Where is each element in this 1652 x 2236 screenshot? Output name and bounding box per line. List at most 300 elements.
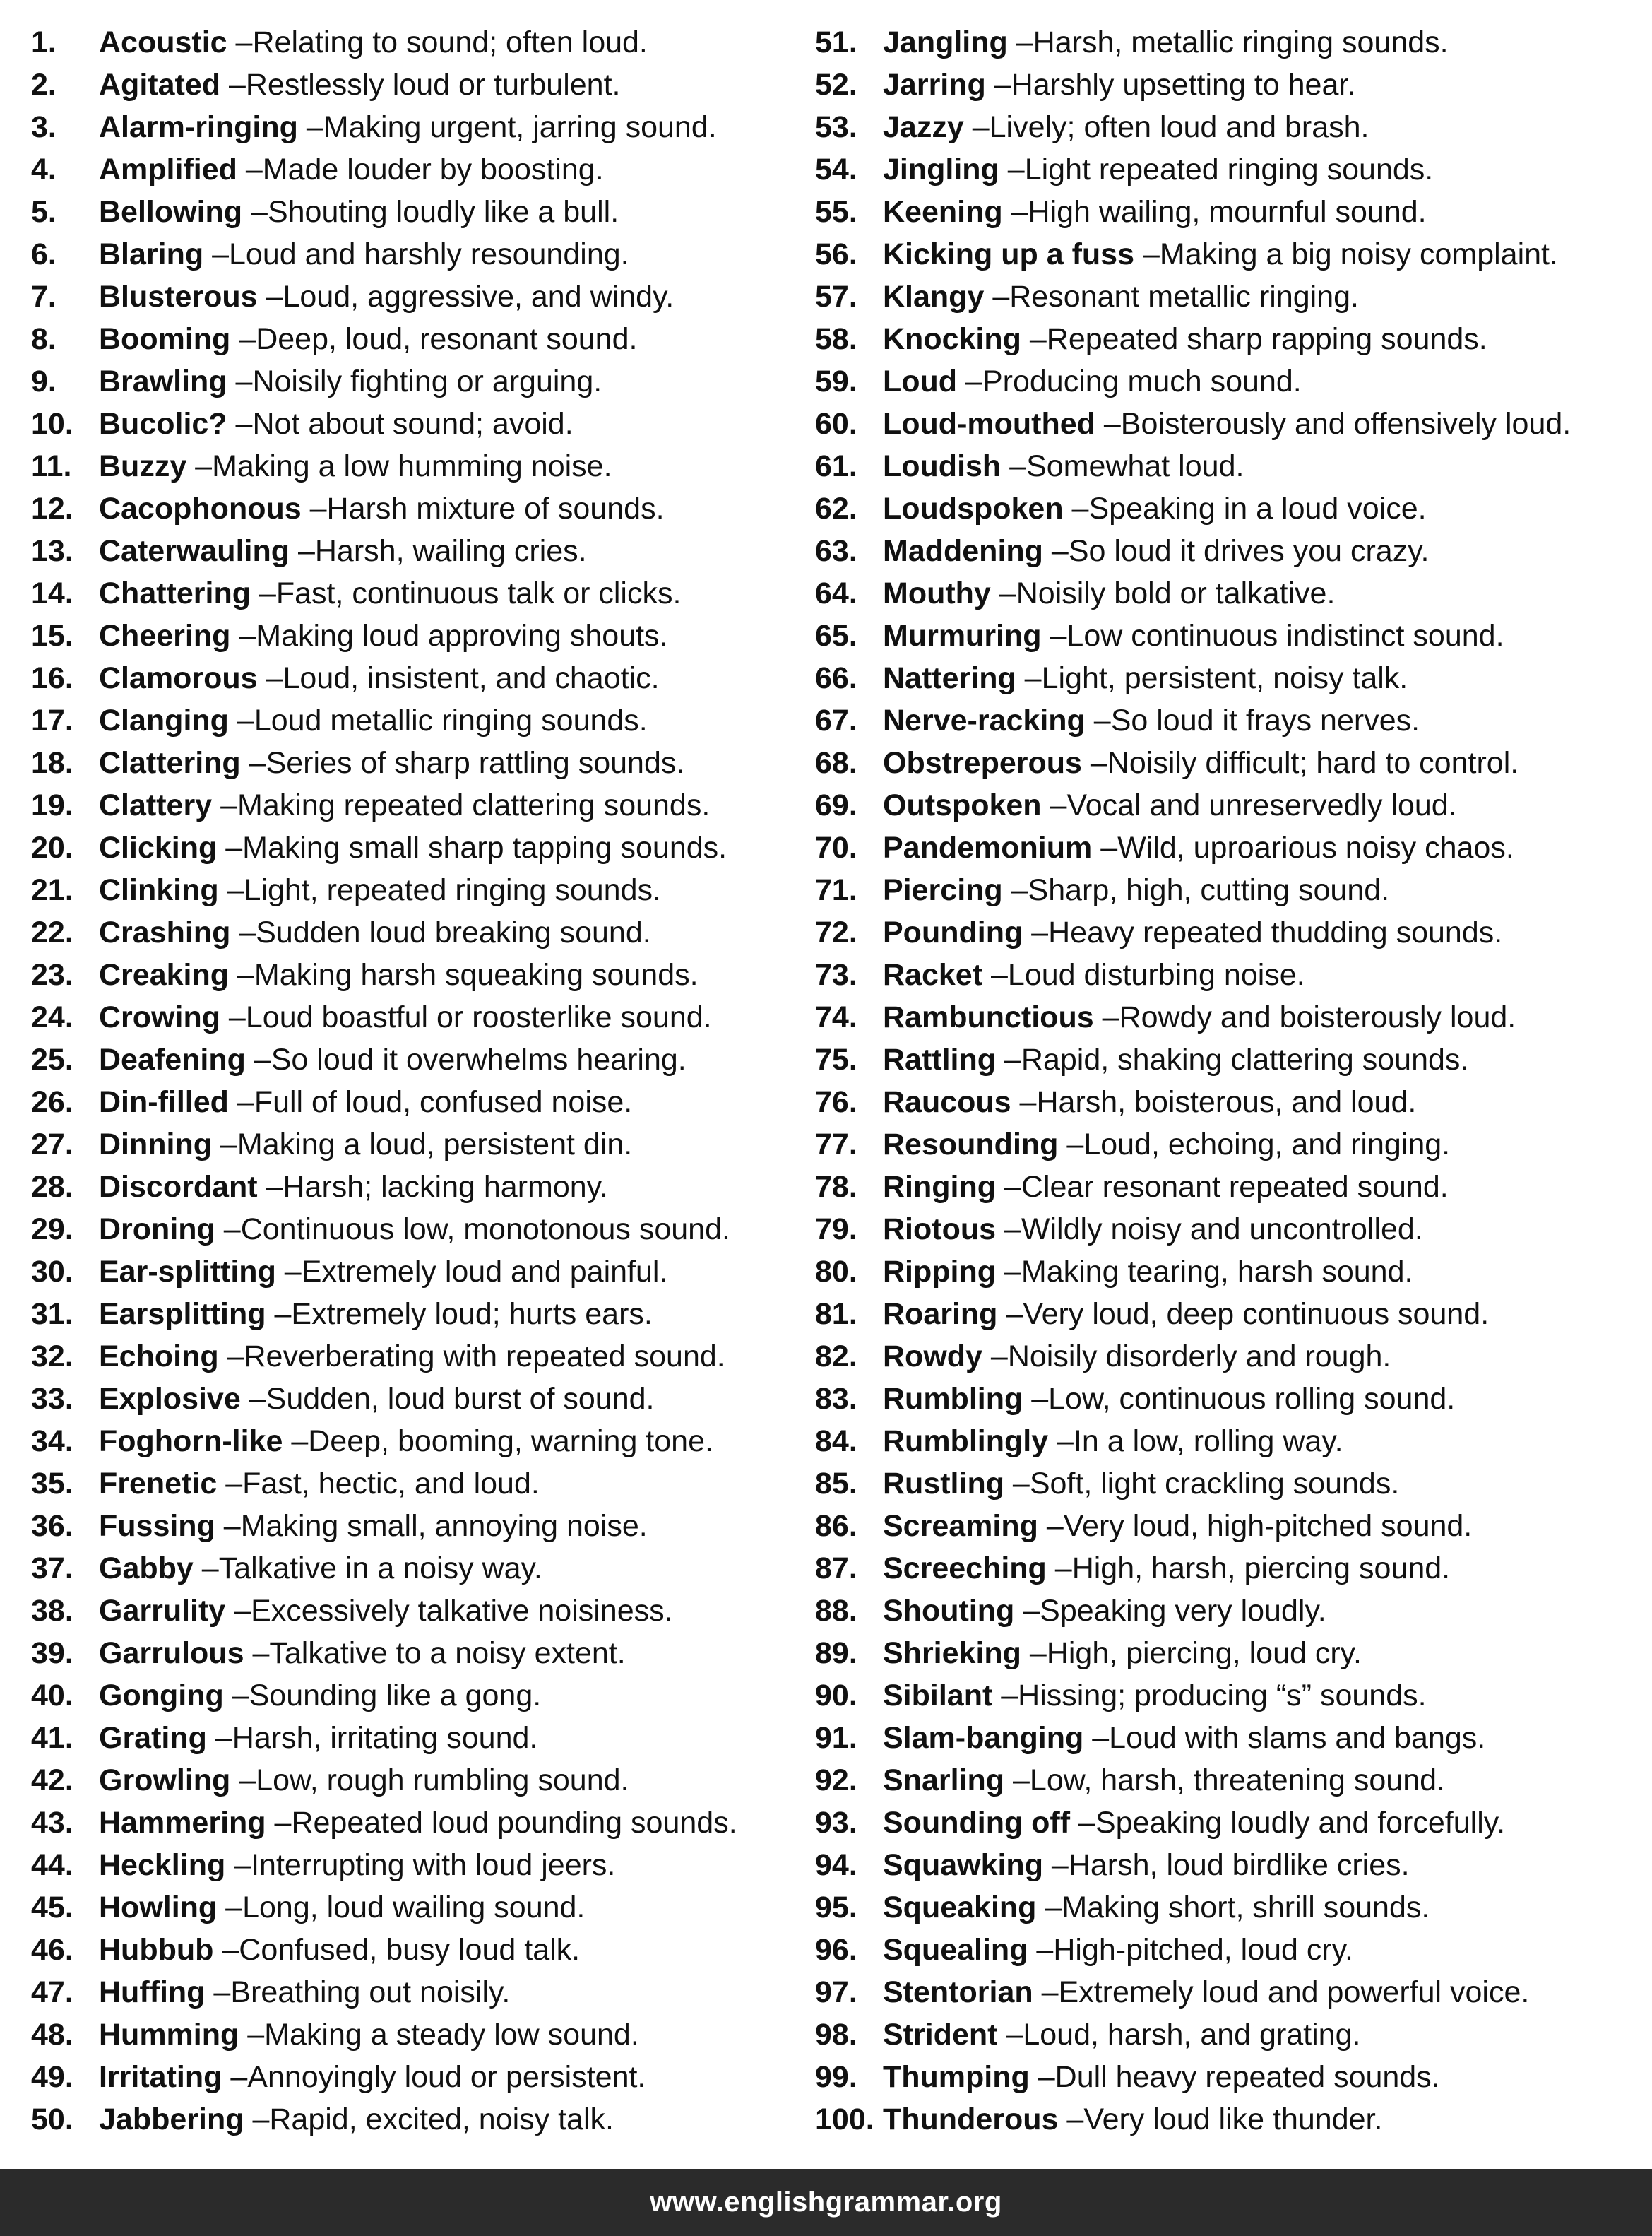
item-number: 1. (31, 25, 57, 59)
item-number: 90. (815, 1679, 857, 1713)
list-item (31, 1420, 794, 1462)
item-number: 70. (815, 831, 857, 865)
item-definition: – So loud it frays nerves. (1086, 704, 1420, 738)
list-item (815, 64, 1641, 106)
list-item (815, 360, 1641, 403)
list-item (31, 699, 794, 742)
item-text (99, 1717, 537, 1759)
item-number: 75. (815, 1043, 857, 1077)
list-item (31, 1929, 794, 1971)
item-text (883, 191, 1427, 233)
item-text (883, 657, 1408, 699)
item-text (883, 148, 1433, 191)
item-definition: – Making small, annoying noise. (215, 1509, 648, 1543)
item-number: 13. (31, 534, 73, 568)
item-definition: – Loud, harsh, and grating. (997, 2018, 1360, 2052)
item-number: 53. (815, 110, 857, 144)
list-item (815, 1250, 1641, 1293)
item-number: 82. (815, 1339, 857, 1373)
item-text (883, 1039, 1468, 1081)
item-word: Cheering (99, 619, 231, 653)
item-text (883, 64, 1355, 106)
item-definition: – Rapid, excited, noisy talk. (244, 2102, 614, 2136)
item-text (99, 954, 699, 996)
item-word: Screeching (883, 1551, 1047, 1585)
list-item (815, 148, 1641, 191)
item-text (99, 1759, 629, 1802)
item-word: Piercing (883, 873, 1003, 907)
item-definition: – Making short, shrill sounds. (1036, 1891, 1430, 1924)
word-list-column-right (815, 21, 1641, 2141)
item-number: 50. (31, 2102, 73, 2136)
list-item (815, 21, 1641, 64)
item-number: 52. (815, 68, 857, 102)
list-item (31, 233, 794, 276)
item-number: 66. (815, 661, 857, 695)
item-word: Loudspoken (883, 492, 1064, 526)
item-text (883, 1378, 1455, 1420)
list-item (31, 742, 794, 784)
item-text (99, 1335, 725, 1378)
item-word: Hubbub (99, 1933, 214, 1967)
item-definition: – Making repeated clattering sounds. (212, 788, 710, 822)
list-item (31, 1632, 794, 1674)
list-item (31, 1802, 794, 1844)
list-item (815, 1081, 1641, 1123)
item-number: 17. (31, 704, 73, 738)
item-word: Blaring (99, 237, 204, 271)
item-number: 78. (815, 1170, 857, 1204)
list-item (815, 1166, 1641, 1208)
list-item (815, 2013, 1641, 2056)
item-definition: – Making a steady low sound. (239, 2018, 639, 2052)
list-item (31, 1335, 794, 1378)
item-text (99, 615, 668, 657)
item-word: Dinning (99, 1128, 213, 1161)
item-text (883, 1929, 1353, 1971)
item-word: Raucous (883, 1085, 1011, 1119)
item-word: Roaring (883, 1297, 998, 1331)
item-number: 54. (815, 153, 857, 187)
item-definition: – Light, repeated ringing sounds. (219, 873, 661, 907)
item-word: Jarring (883, 68, 986, 102)
item-word: Jabbering (99, 2102, 244, 2136)
item-definition: – Harsh; lacking harmony. (258, 1170, 608, 1204)
word-list-column-left (31, 21, 794, 2141)
item-definition: – High, piercing, loud cry. (1021, 1636, 1362, 1670)
list-item (31, 657, 794, 699)
item-definition: – Made louder by boosting. (237, 153, 604, 187)
item-text (99, 21, 648, 64)
item-definition: – Interrupting with loud jeers. (225, 1848, 615, 1882)
item-definition: – Harsh mixture of sounds. (302, 492, 665, 526)
item-text (99, 318, 637, 360)
item-word: Knocking (883, 322, 1021, 356)
item-definition: – Harsh, metallic ringing sounds. (1008, 25, 1449, 59)
item-word: Droning (99, 1212, 215, 1246)
item-text (99, 1208, 730, 1250)
item-word: Rustling (883, 1467, 1004, 1501)
item-word: Amplified (99, 153, 237, 187)
list-item (815, 2056, 1641, 2098)
item-definition: – Hissing; producing “s” sounds. (992, 1679, 1426, 1713)
item-number: 58. (815, 322, 857, 356)
item-word: Clattery (99, 788, 213, 822)
item-word: Pounding (883, 916, 1023, 950)
list-item (815, 106, 1641, 148)
item-word: Pandemonium (883, 831, 1093, 865)
item-number: 96. (815, 1933, 857, 1967)
item-number: 9. (31, 365, 57, 398)
item-number: 74. (815, 1000, 857, 1034)
item-text (99, 572, 681, 615)
item-text (883, 233, 1558, 276)
item-definition: – Sounding like a gong. (224, 1679, 541, 1713)
item-definition: – Restlessly loud or turbulent. (220, 68, 620, 102)
item-word: Cacophonous (99, 492, 302, 526)
list-item (815, 1293, 1641, 1335)
list-item (31, 827, 794, 869)
list-item (815, 1844, 1641, 1886)
item-definition: – Shouting loudly like a bull. (242, 195, 619, 229)
list-item (815, 1632, 1641, 1674)
list-item (31, 2013, 794, 2056)
item-word: Sounding off (883, 1806, 1071, 1840)
item-word: Howling (99, 1891, 218, 1924)
item-definition: – Making a low humming noise. (186, 449, 612, 483)
item-text (99, 64, 620, 106)
item-word: Fussing (99, 1509, 215, 1543)
list-item (815, 1039, 1641, 1081)
list-item (815, 996, 1641, 1039)
item-text (883, 1208, 1423, 1250)
item-number: 99. (815, 2060, 857, 2094)
item-word: Murmuring (883, 619, 1042, 653)
item-number: 64. (815, 576, 857, 610)
item-definition: – Noisily difficult; hard to control. (1082, 746, 1519, 780)
item-definition: – Long, loud wailing sound. (217, 1891, 585, 1924)
item-word: Growling (99, 1763, 231, 1797)
item-text (883, 1759, 1445, 1802)
item-number: 83. (815, 1382, 857, 1416)
item-word: Clinking (99, 873, 219, 907)
list-item (31, 148, 794, 191)
list-item (815, 784, 1641, 827)
item-text (883, 1505, 1472, 1547)
item-text (883, 21, 1449, 64)
item-text (99, 1547, 542, 1590)
item-definition: – Lively; often loud and brash. (964, 110, 1369, 144)
item-word: Deafening (99, 1043, 246, 1077)
item-number: 31. (31, 1297, 73, 1331)
item-definition: – Loud and harshly resounding. (203, 237, 629, 271)
item-definition: – Loud, aggressive, and windy. (258, 280, 675, 314)
list-item (31, 996, 794, 1039)
item-definition: – Vocal and unreservedly loud. (1042, 788, 1457, 822)
item-text (883, 1081, 1416, 1123)
item-number: 69. (815, 788, 857, 822)
item-word: Din-filled (99, 1085, 229, 1119)
item-text (883, 2056, 1440, 2098)
list-item (815, 742, 1641, 784)
item-definition: – Sharp, high, cutting sound. (1003, 873, 1389, 907)
item-word: Caterwauling (99, 534, 290, 568)
item-definition: – Making urgent, jarring sound. (298, 110, 717, 144)
list-item (31, 276, 794, 318)
item-word: Nattering (883, 661, 1016, 695)
item-number: 12. (31, 492, 73, 526)
item-word: Loud (883, 365, 958, 398)
item-text (883, 1802, 1505, 1844)
item-definition: – Noisily fighting or arguing. (227, 365, 602, 398)
item-number: 95. (815, 1891, 857, 1924)
item-definition: – Excessively talkative noisiness. (225, 1594, 672, 1628)
item-definition: – Not about sound; avoid. (227, 407, 574, 441)
list-item (815, 487, 1641, 530)
item-number: 91. (815, 1721, 857, 1755)
item-word: Gabby (99, 1551, 194, 1585)
list-item (815, 1802, 1641, 1844)
item-word: Outspoken (883, 788, 1042, 822)
item-text (99, 106, 717, 148)
item-word: Crashing (99, 916, 231, 950)
item-number: 24. (31, 1000, 73, 1034)
item-text (99, 1123, 632, 1166)
item-definition: – Annoyingly loud or persistent. (222, 2060, 646, 2094)
item-definition: – Speaking loudly and forcefully. (1070, 1806, 1505, 1840)
item-word: Grating (99, 1721, 207, 1755)
item-number: 81. (815, 1297, 857, 1331)
item-word: Clattering (99, 746, 241, 780)
item-text (99, 276, 674, 318)
item-text (883, 1971, 1529, 2013)
list-item (815, 1971, 1641, 2013)
item-definition: – Low continuous indistinct sound. (1042, 619, 1504, 653)
item-text (883, 1632, 1362, 1674)
item-number: 39. (31, 1636, 73, 1670)
item-definition: – Light repeated ringing sounds. (999, 153, 1433, 187)
item-word: Thumping (883, 2060, 1030, 2094)
item-text (99, 1081, 632, 1123)
item-text (99, 1844, 615, 1886)
list-item (31, 1971, 794, 2013)
item-number: 41. (31, 1721, 73, 1755)
list-item (31, 64, 794, 106)
item-word: Resounding (883, 1128, 1059, 1161)
item-text (883, 1166, 1449, 1208)
item-number: 89. (815, 1636, 857, 1670)
item-word: Racket (883, 958, 983, 992)
item-word: Creaking (99, 958, 230, 992)
item-text (883, 445, 1244, 487)
item-text (883, 1844, 1410, 1886)
list-item (815, 572, 1641, 615)
item-text (883, 1250, 1413, 1293)
item-number: 29. (31, 1212, 73, 1246)
list-item (815, 1335, 1641, 1378)
item-text (99, 2098, 614, 2141)
item-number: 36. (31, 1509, 73, 1543)
item-definition: – Loud, echoing, and ringing. (1058, 1128, 1450, 1161)
item-word: Garrulous (99, 1636, 244, 1670)
item-definition: – Making loud approving shouts. (230, 619, 667, 653)
list-item (815, 276, 1641, 318)
item-word: Maddening (883, 534, 1043, 568)
item-text (99, 699, 648, 742)
item-word: Squeaking (883, 1891, 1037, 1924)
item-number: 33. (31, 1382, 73, 1416)
item-word: Acoustic (99, 25, 227, 59)
item-number: 98. (815, 2018, 857, 2052)
item-definition: – So loud it drives you crazy. (1043, 534, 1430, 568)
item-text (99, 1632, 626, 1674)
item-word: Ringing (883, 1170, 997, 1204)
item-text (883, 1674, 1427, 1717)
item-text (883, 1717, 1485, 1759)
item-number: 57. (815, 280, 857, 314)
item-number: 56. (815, 237, 857, 271)
item-text (99, 1420, 713, 1462)
item-text (99, 2056, 646, 2098)
item-word: Loudish (883, 449, 1002, 483)
list-item (31, 403, 794, 445)
item-text (883, 784, 1457, 827)
item-word: Jangling (883, 25, 1008, 59)
item-word: Jingling (883, 153, 999, 187)
item-definition: – Speaking very loudly. (1014, 1594, 1326, 1628)
list-item (31, 1717, 794, 1759)
item-number: 68. (815, 746, 857, 780)
footer-bar (0, 2169, 1652, 2236)
item-number: 47. (31, 1975, 73, 2009)
item-text (883, 276, 1359, 318)
list-item (31, 1462, 794, 1505)
list-item (31, 784, 794, 827)
item-text (99, 1929, 580, 1971)
item-number: 2. (31, 68, 57, 102)
item-definition: – Extremely loud; hurts ears. (266, 1297, 653, 1331)
list-item (31, 911, 794, 954)
list-item (31, 615, 794, 657)
list-item (31, 318, 794, 360)
list-item (815, 233, 1641, 276)
item-definition: – Dull heavy repeated sounds. (1030, 2060, 1440, 2094)
item-word: Agitated (99, 68, 220, 102)
item-number: 20. (31, 831, 73, 865)
item-word: Foghorn-like (99, 1424, 283, 1458)
item-number: 97. (815, 1975, 857, 2009)
item-text (883, 403, 1571, 445)
item-definition: – Resonant metallic ringing. (984, 280, 1359, 314)
item-text (883, 360, 1302, 403)
list-item (31, 530, 794, 572)
item-text (99, 996, 712, 1039)
item-definition: – Sudden, loud burst of sound. (241, 1382, 655, 1416)
item-text (883, 1886, 1430, 1929)
item-word: Chattering (99, 576, 251, 610)
list-item (31, 1123, 794, 1166)
item-word: Ear-splitting (99, 1255, 276, 1289)
item-word: Blusterous (99, 280, 258, 314)
list-item (815, 530, 1641, 572)
list-item (815, 403, 1641, 445)
item-number: 27. (31, 1128, 73, 1161)
item-text (883, 106, 1369, 148)
item-definition: – Clear resonant repeated sound. (996, 1170, 1449, 1204)
item-text (99, 403, 574, 445)
item-definition: – Fast, continuous talk or clicks. (251, 576, 681, 610)
item-word: Humming (99, 2018, 239, 2052)
item-number: 8. (31, 322, 57, 356)
item-number: 85. (815, 1467, 857, 1501)
item-text (99, 487, 665, 530)
item-definition: – Wild, uproarious noisy chaos. (1092, 831, 1514, 865)
list-item (31, 1081, 794, 1123)
item-word: Squawking (883, 1848, 1043, 1882)
item-number: 62. (815, 492, 857, 526)
item-definition: – So loud it overwhelms hearing. (246, 1043, 687, 1077)
item-word: Rowdy (883, 1339, 982, 1373)
item-definition: – Low, rough rumbling sound. (230, 1763, 629, 1797)
item-definition: – Sudden loud breaking sound. (230, 916, 650, 950)
list-item (31, 2098, 794, 2141)
list-item (815, 1420, 1641, 1462)
item-word: Echoing (99, 1339, 219, 1373)
list-item (31, 2056, 794, 2098)
item-definition: – Loud, insistent, and chaotic. (258, 661, 660, 695)
item-word: Loud-mouthed (883, 407, 1095, 441)
item-word: Buzzy (99, 449, 187, 483)
item-definition: – Full of loud, confused noise. (229, 1085, 632, 1119)
item-word: Nerve-racking (883, 704, 1086, 738)
item-definition: – Boisterously and offensively loud. (1095, 407, 1571, 441)
item-text (883, 487, 1427, 530)
list-item (31, 1208, 794, 1250)
item-word: Irritating (99, 2060, 222, 2094)
item-text (99, 1505, 648, 1547)
item-number: 15. (31, 619, 73, 653)
list-item (31, 572, 794, 615)
item-definition: – Continuous low, monotonous sound. (215, 1212, 730, 1246)
item-number: 4. (31, 153, 57, 187)
item-definition: – Soft, light crackling sounds. (1004, 1467, 1399, 1501)
item-word: Rumbling (883, 1382, 1023, 1416)
footer-website-link[interactable]: www.englishgrammar.org (650, 2187, 1002, 2218)
list-item (815, 1505, 1641, 1547)
item-number: 32. (31, 1339, 73, 1373)
item-number: 92. (815, 1763, 857, 1797)
list-item (31, 487, 794, 530)
item-definition: – Confused, busy loud talk. (213, 1933, 580, 1967)
item-number: 26. (31, 1085, 73, 1119)
list-item (31, 1505, 794, 1547)
item-definition: – Wildly noisy and uncontrolled. (996, 1212, 1423, 1246)
list-item (815, 954, 1641, 996)
item-word: Brawling (99, 365, 227, 398)
item-word: Rambunctious (883, 1000, 1094, 1034)
list-item (31, 954, 794, 996)
item-number: 51. (815, 25, 857, 59)
item-definition: – Noisily bold or talkative. (991, 576, 1336, 610)
item-number: 79. (815, 1212, 857, 1246)
item-text (99, 2013, 639, 2056)
item-word: Crowing (99, 1000, 220, 1034)
item-definition: – Making harsh squeaking sounds. (229, 958, 699, 992)
list-item (31, 1039, 794, 1081)
item-text (99, 360, 602, 403)
item-text (883, 996, 1516, 1039)
item-number: 59. (815, 365, 857, 398)
